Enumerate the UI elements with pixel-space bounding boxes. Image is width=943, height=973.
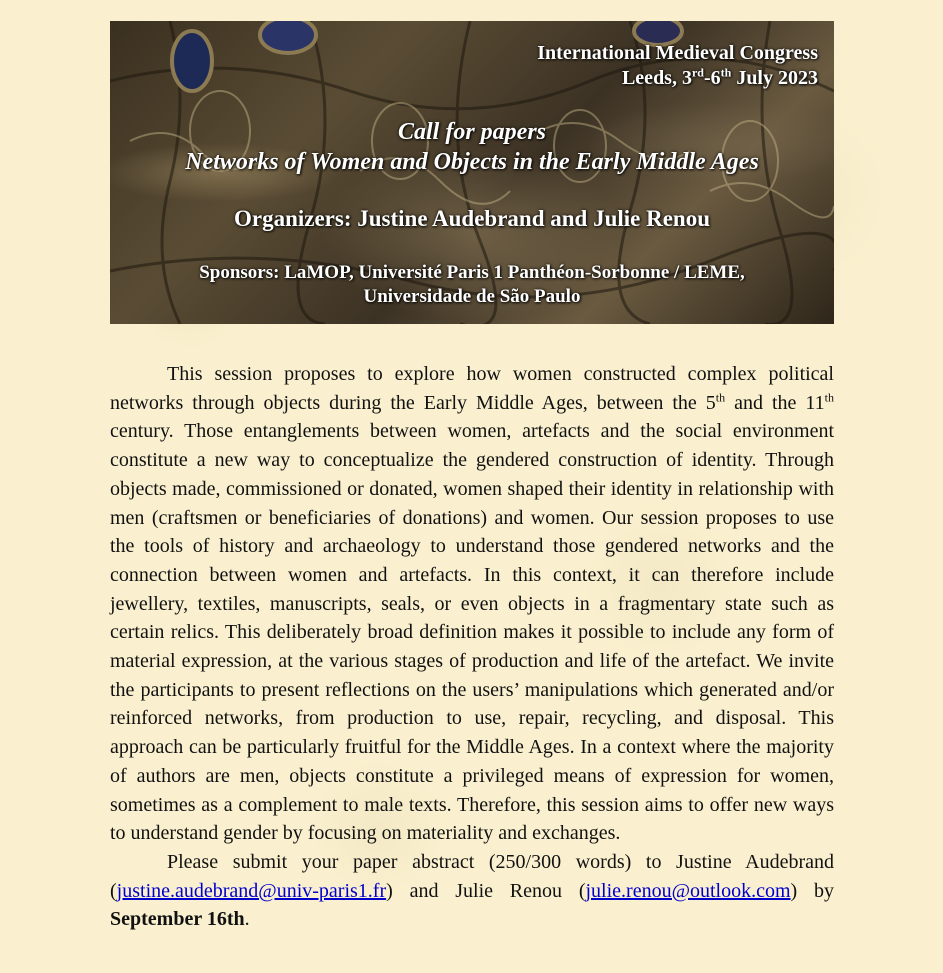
congress-info [537, 41, 818, 91]
call-for-papers-title [110, 117, 834, 177]
submission-paragraph: Please submit your paper abstract (250/300 words) to Justine Audebrand (justine.audebrand@univ-paris1.fr) and Julie Renou (julie.renou@outlook.com) by September 16th. [110, 850, 834, 931]
email-link-justine[interactable]: justine.audebrand@univ-paris1.fr [116, 879, 387, 902]
sponsors-line-1: Sponsors: LaMOP, Université Paris 1 Panthéon-Sorbonne / LEME, [199, 262, 745, 283]
deadline: September 16th [110, 908, 245, 931]
congress-location-date: Leeds, 3rd-6th July 2023 [621, 65, 818, 89]
header-banner [110, 21, 834, 324]
congress-name: International Medieval Congress [537, 42, 818, 64]
sponsors-line-2: Universidade de São Paulo [363, 286, 581, 307]
cfp-label: Call for papers [397, 119, 546, 145]
session-description [110, 360, 834, 934]
organizers: Organizers: Justine Audebrand and Julie Renou [233, 206, 711, 231]
session-title: Networks of Women and Objects in the Early Middle Ages [185, 149, 759, 175]
sponsors [110, 261, 834, 309]
email-link-julie[interactable]: julie.renou@outlook.com [585, 879, 791, 902]
abstract-paragraph: This session proposes to explore how women constructed complex political networks through objects during the Early Middle Ages, between the 5th and the 11th century. Those entanglements between women, artefacts and the social environment constitute a new way to conceptualize the gendered construction of identity. Through objects made, commissioned or donated, women shaped their identity in relationship with men (craftsmen or beneficiaries of donations) and women. Our session proposes to use the tools of history and archaeology to understand those gendered networks and the connection between women and artefacts. In this context, it can therefore include jewellery, textiles, manuscripts, seals, or even objects in a fragmentary state such as certain relics. This deliberately broad definition makes it possible to include any form of material expression, at the various stages of production and life of the artefact. We invite the participants to present reflections on the users’ manipulations which generated and/or reinforced networks, from production to use, repair, recycling, and disposal. This approach can be particularly fruitful for the Middle Ages. In a context where the majority of authors are men, objects constitute a privileged means of expression for women, sometimes as a complement to male texts. Therefore, this session aims to offer new ways to understand gender by focusing on materiality and exchanges. [110, 363, 834, 845]
